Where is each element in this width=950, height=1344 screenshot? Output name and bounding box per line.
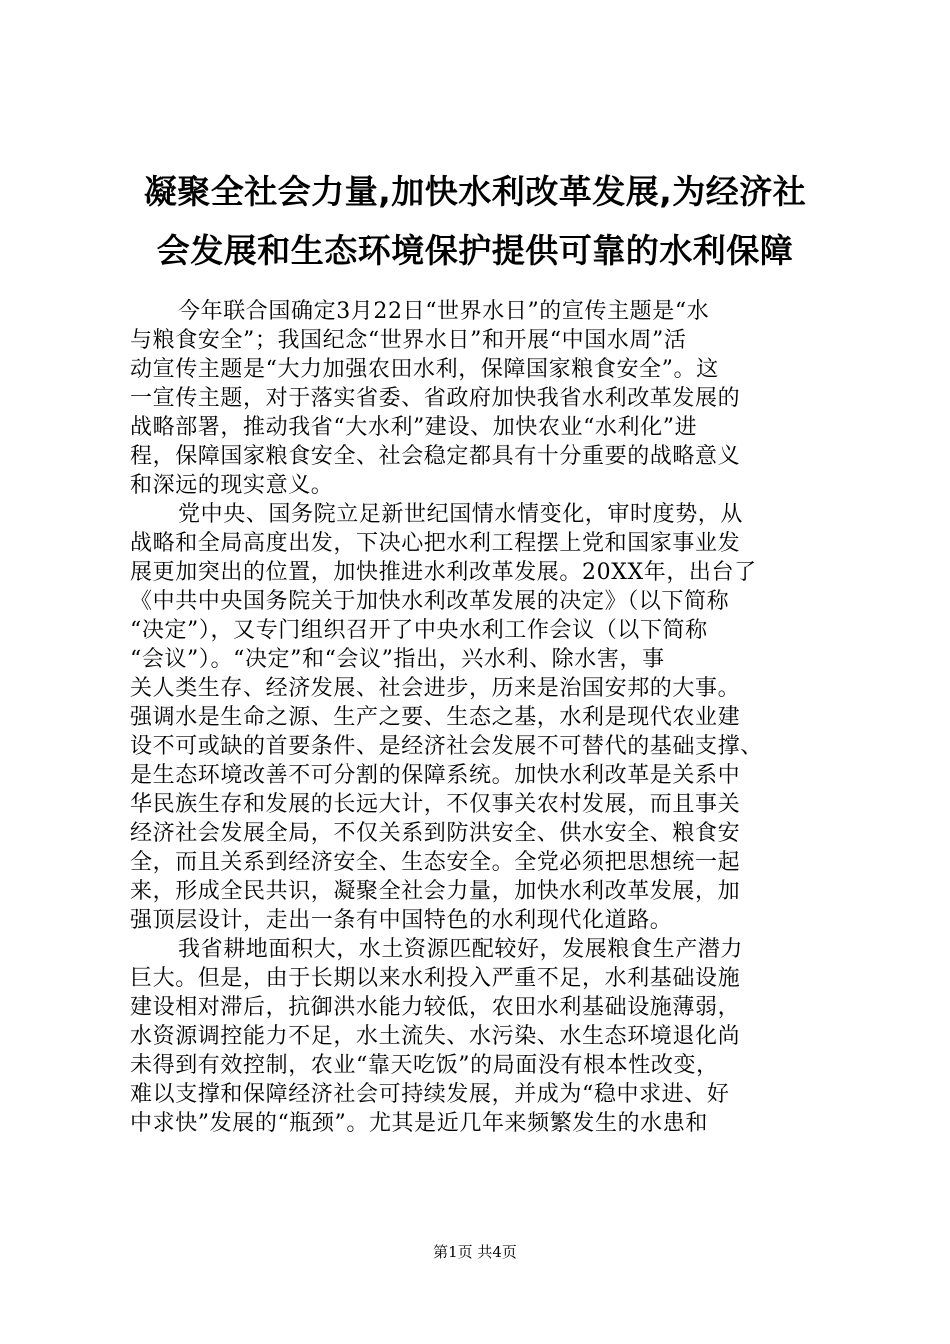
paragraph-2-line: 是生态环境改善不可分割的保障系统。加快水利改革是关系中	[130, 763, 741, 788]
paragraph-2-line: “会议”）。“决定”和“会议”指出，兴水利、除水害，事	[130, 647, 665, 672]
paragraph-3-line: 中求快”发展的“瓶颈”。尤其是近几年来频繁发生的水患和	[130, 1111, 708, 1136]
body-text	[130, 297, 830, 1138]
paragraph-1-line: 今年联合国确定3月22日“世界水日”的宣传主题是“水	[178, 299, 710, 324]
paragraph-2-line: 展更加突出的位置，加快推进水利改革发展。20XX年，出台了	[130, 560, 757, 585]
paragraph-3-line: 我省耕地面积大，水土资源匹配较好，发展粮食生产潜力	[178, 937, 744, 962]
paragraph-3-line: 建设相对滞后，抗御洪水能力较低，农田水利基础设施薄弱，	[130, 995, 741, 1020]
paragraph-1-line: 动宣传主题是“大力加强农田水利，保障国家粮食安全”。这	[130, 357, 719, 382]
paragraph-2-line: 来，形成全民共识，凝聚全社会力量，加快水利改革发展，加	[130, 879, 741, 904]
paragraph-1-line: 程，保障国家粮食安全、社会稳定都具有十分重要的战略意义	[130, 444, 741, 469]
paragraph-2-line: 华民族生存和发展的长远大计，不仅事关农村发展，而且事关	[130, 792, 741, 817]
paragraph-1-line: 一宣传主题，对于落实省委、省政府加快我省水利改革发展的	[130, 386, 741, 411]
paragraph-1-line: 战略部署，推动我省“大水利”建设、加快农业“水利化”进	[130, 415, 698, 440]
paragraph-2-line: 强调水是生命之源、生产之要、生态之基，水利是现代农业建	[130, 705, 741, 730]
paragraph-3-line: 未得到有效控制，农业“靠天吃饭”的局面没有根本性改变，	[130, 1053, 719, 1078]
title-line-1: 凝聚全社会力量,加快水利改革发展,为经济社	[143, 172, 807, 211]
paragraph-2-line: “决定”），又专门组织召开了中央水利工作会议（以下简称	[130, 618, 708, 643]
paragraph-1-line: 和深远的现实意义。	[130, 473, 334, 498]
paragraph-2-line: 《中共中央国务院关于加快水利改革发展的决定》（以下简称	[130, 589, 730, 614]
paragraph-2-line: 强顶层设计，走出一条有中国特色的水利现代化道路。	[130, 908, 673, 933]
title-line-2: 会发展和生态环境保护提供可靠的水利保障	[156, 231, 794, 270]
paragraph-3-line: 巨大。但是，由于长期以来水利投入严重不足，水利基础设施	[130, 966, 741, 991]
page-title	[120, 162, 830, 280]
paragraph-2-line: 战略和全局高度出发，下决心把水利工程摆上党和国家事业发	[130, 531, 741, 556]
paragraph-2-line: 关人类生存、经济发展、社会进步，历来是治国安邦的大事。	[130, 676, 741, 701]
paragraph-2-line: 全，而且关系到经济安全、生态安全。全党必须把思想统一起	[130, 850, 741, 875]
paragraph-3-line: 水资源调控能力不足，水土流失、水污染、水生态环境退化尚	[130, 1024, 741, 1049]
paragraph-1-line: 与粮食安全”；我国纪念“世界水日”和开展“中国水周”活	[130, 328, 687, 353]
paragraph-2-line: 设不可或缺的首要条件、是经济社会发展不可替代的基础支撑、	[130, 734, 763, 759]
paragraph-2-line: 经济社会发展全局，不仅关系到防洪安全、供水安全、粮食安	[130, 821, 741, 846]
paragraph-3-line: 难以支撑和保障经济社会可持续发展，并成为“稳中求进、好	[130, 1082, 730, 1107]
paragraph-2-line: 党中央、国务院立足新世纪国情水情变化，审时度势，从	[178, 502, 744, 527]
page-number-footer: 第1页 共4页	[433, 1243, 517, 1261]
